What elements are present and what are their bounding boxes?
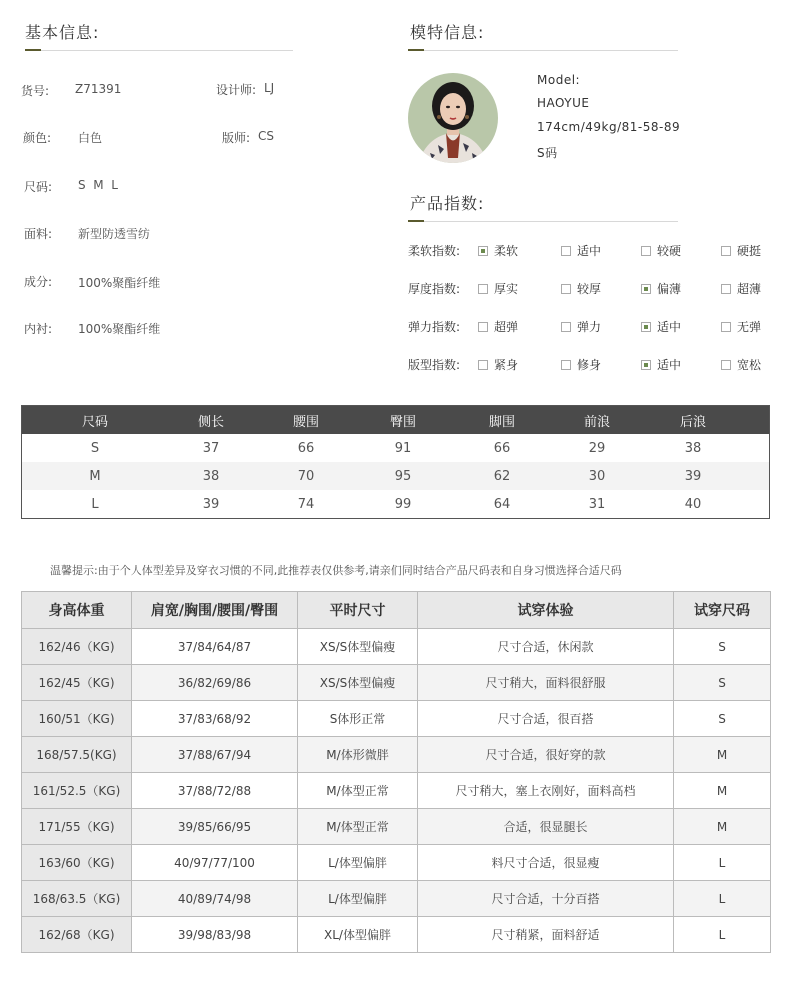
try-on-cell: 37/83/68/92 xyxy=(132,701,298,737)
model-measurements: 174cm/49kg/81-58-89 xyxy=(537,120,681,134)
index-option-label: 适中 xyxy=(577,244,602,258)
index-option[interactable] xyxy=(561,242,601,259)
size-header-cell: 腰围 xyxy=(292,414,319,430)
size-cell: 66 xyxy=(493,440,511,456)
try-on-cell: M xyxy=(674,737,771,773)
try-on-cell: L xyxy=(674,917,771,953)
try-on-cell: 162/46（KG) xyxy=(22,629,132,665)
size-cell: 38 xyxy=(202,468,220,484)
try-on-cell: 尺寸稍紧，面料舒适 xyxy=(418,917,674,953)
index-option-label: 厚实 xyxy=(494,282,519,296)
composition-value: 100%聚酯纤维 xyxy=(78,276,161,290)
size-cell: 39 xyxy=(684,468,702,484)
try-on-cell: 162/68（KG) xyxy=(22,917,132,953)
index-option[interactable] xyxy=(641,318,681,335)
unchecked-checkbox-icon[interactable] xyxy=(561,246,571,256)
index-option-label: 超薄 xyxy=(737,282,762,296)
index-option-label: 弹力 xyxy=(577,320,602,334)
pattern-maker-value: CS xyxy=(258,129,274,143)
try-on-header-cell: 试穿尺码 xyxy=(674,592,771,629)
size-cell: 40 xyxy=(684,496,702,512)
size-header-cell: 臀围 xyxy=(389,414,416,430)
table-row xyxy=(22,845,771,881)
index-option[interactable] xyxy=(641,280,681,297)
index-option[interactable] xyxy=(561,318,601,335)
index-option[interactable] xyxy=(721,242,761,259)
try-on-cell: 40/97/77/100 xyxy=(132,845,298,881)
table-row xyxy=(22,881,771,917)
try-on-cell: 尺寸稍大，塞上衣刚好，面料高档 xyxy=(418,773,674,809)
size-cell: 70 xyxy=(297,468,315,484)
index-label: 柔软指数: xyxy=(408,244,461,258)
try-on-cell: M xyxy=(674,773,771,809)
lining-value: 100%聚酯纤维 xyxy=(78,322,161,336)
size-cell: S xyxy=(90,440,100,456)
size-header-cell: 前浪 xyxy=(583,414,610,430)
product-index-divider xyxy=(408,221,678,222)
size-header-cell: 侧长 xyxy=(197,414,224,430)
unchecked-checkbox-icon[interactable] xyxy=(721,246,731,256)
try-on-cell: 160/51（KG) xyxy=(22,701,132,737)
size-cell: 95 xyxy=(394,468,412,484)
checked-checkbox-icon[interactable] xyxy=(641,284,651,294)
try-on-cell: 尺寸合适，很百搭 xyxy=(418,701,674,737)
try-on-cell: 162/45（KG) xyxy=(22,665,132,701)
index-option[interactable] xyxy=(641,242,681,259)
try-on-cell: 尺寸合适，休闲款 xyxy=(418,629,674,665)
model-info-title: 模特信息: xyxy=(410,23,485,42)
product-index-title: 产品指数: xyxy=(410,194,485,213)
lining-label: 内衬: xyxy=(24,322,53,336)
index-option[interactable] xyxy=(478,280,518,297)
try-on-cell: M/体型正常 xyxy=(298,809,418,845)
model-size: S码 xyxy=(537,146,558,160)
index-option-label: 柔软 xyxy=(494,244,519,258)
index-option-label: 较厚 xyxy=(577,282,602,296)
unchecked-checkbox-icon[interactable] xyxy=(561,322,571,332)
try-on-cell: 40/89/74/98 xyxy=(132,881,298,917)
size-cell: 66 xyxy=(297,440,315,456)
try-on-header-cell: 肩宽/胸围/腰围/臀围 xyxy=(132,592,298,629)
try-on-cell: 37/84/64/87 xyxy=(132,629,298,665)
size-cell: 39 xyxy=(202,496,220,512)
unchecked-checkbox-icon[interactable] xyxy=(721,360,731,370)
index-option-label: 超弹 xyxy=(494,320,519,334)
index-option-label: 紧身 xyxy=(494,358,519,372)
index-label: 厚度指数: xyxy=(408,282,461,296)
try-on-cell: 料尺寸合适，很显瘦 xyxy=(418,845,674,881)
index-label: 版型指数: xyxy=(408,358,461,372)
try-on-cell: S xyxy=(674,629,771,665)
try-on-cell: 161/52.5（KG) xyxy=(22,773,132,809)
size-header-cell: 后浪 xyxy=(679,414,706,430)
unchecked-checkbox-icon[interactable] xyxy=(721,322,731,332)
checked-checkbox-icon[interactable] xyxy=(641,360,651,370)
designer-label: 设计师: xyxy=(216,83,257,97)
unchecked-checkbox-icon[interactable] xyxy=(561,284,571,294)
size-table-header xyxy=(22,406,769,434)
color-value: 白色 xyxy=(78,131,103,145)
pattern-maker-label: 版师: xyxy=(222,131,251,145)
size-cell: M xyxy=(89,468,101,484)
try-on-cell: S xyxy=(674,701,771,737)
index-option-label: 宽松 xyxy=(737,358,762,372)
table-row xyxy=(22,737,771,773)
table-row xyxy=(22,629,771,665)
unchecked-checkbox-icon[interactable] xyxy=(641,246,651,256)
try-on-cell: XS/S体型偏瘦 xyxy=(298,665,418,701)
size-cell: 38 xyxy=(684,440,702,456)
try-on-cell: M xyxy=(674,809,771,845)
try-on-cell: M/体型正常 xyxy=(298,773,418,809)
item-number-value: Z71391 xyxy=(75,82,122,96)
try-on-cell: L/体型偏胖 xyxy=(298,845,418,881)
try-on-cell: 37/88/72/88 xyxy=(132,773,298,809)
try-on-table xyxy=(21,591,771,953)
index-option[interactable] xyxy=(478,242,518,259)
try-on-cell: 合适，很显腿长 xyxy=(418,809,674,845)
index-option-label: 适中 xyxy=(657,358,682,372)
try-on-cell: L xyxy=(674,881,771,917)
unchecked-checkbox-icon[interactable] xyxy=(561,360,571,370)
try-on-cell: 尺寸合适，十分百搭 xyxy=(418,881,674,917)
index-option[interactable] xyxy=(561,280,601,297)
try-on-cell: 168/63.5（KG) xyxy=(22,881,132,917)
checked-checkbox-icon[interactable] xyxy=(478,246,488,256)
table-row xyxy=(22,917,771,953)
size-cell: 99 xyxy=(394,496,412,512)
index-option[interactable] xyxy=(641,356,681,373)
size-value: S M L xyxy=(78,178,118,192)
size-cell: 31 xyxy=(588,496,606,512)
try-on-cell: 36/82/69/86 xyxy=(132,665,298,701)
try-on-cell: S xyxy=(674,665,771,701)
fabric-label: 面料: xyxy=(24,227,53,241)
index-option[interactable] xyxy=(721,356,761,373)
designer-value: LJ xyxy=(264,81,275,95)
index-option-label: 较硬 xyxy=(657,244,682,258)
table-row xyxy=(22,434,769,462)
try-on-cell: 171/55（KG) xyxy=(22,809,132,845)
size-table xyxy=(21,405,770,519)
model-label: Model: xyxy=(537,73,581,87)
unchecked-checkbox-icon[interactable] xyxy=(478,322,488,332)
table-row xyxy=(22,665,771,701)
size-header-cell: 尺码 xyxy=(81,414,108,430)
table-row xyxy=(22,462,769,490)
try-on-header-cell: 平时尺寸 xyxy=(298,592,418,629)
size-label: 尺码: xyxy=(24,180,53,194)
size-cell: 37 xyxy=(202,440,220,456)
try-on-cell: L/体型偏胖 xyxy=(298,881,418,917)
model-name: HAOYUE xyxy=(537,96,590,110)
size-cell: 30 xyxy=(588,468,606,484)
try-on-cell: S体形正常 xyxy=(298,701,418,737)
size-cell: 62 xyxy=(493,468,511,484)
basic-info-title: 基本信息: xyxy=(25,23,100,42)
sizing-tip: 温馨提示:由于个人体型差异及穿衣习惯的不同,此推荐表仅供参考,请亲们同时结合产品尺码表和自身习惯选择合适尺码 xyxy=(50,564,622,577)
size-header-cell: 脚围 xyxy=(488,414,515,430)
composition-label: 成分: xyxy=(24,275,53,289)
try-on-header-cell: 身高体重 xyxy=(22,592,132,629)
try-on-cell: XL/体型偏胖 xyxy=(298,917,418,953)
checked-checkbox-icon[interactable] xyxy=(641,322,651,332)
try-on-cell: M/体形微胖 xyxy=(298,737,418,773)
table-row xyxy=(22,773,771,809)
item-number-label: 货号: xyxy=(21,84,50,98)
index-option[interactable] xyxy=(561,356,601,373)
index-label: 弹力指数: xyxy=(408,320,461,334)
try-on-table-header xyxy=(22,592,771,629)
try-on-cell: 尺寸稍大，面料很舒服 xyxy=(418,665,674,701)
index-option-label: 偏薄 xyxy=(657,282,682,296)
try-on-cell: XS/S体型偏瘦 xyxy=(298,629,418,665)
try-on-cell: L xyxy=(674,845,771,881)
try-on-cell: 163/60（KG) xyxy=(22,845,132,881)
index-option-label: 硬挺 xyxy=(737,244,762,258)
table-row xyxy=(22,809,771,845)
index-option[interactable] xyxy=(478,356,518,373)
table-row xyxy=(22,701,771,737)
index-option[interactable] xyxy=(478,318,518,335)
unchecked-checkbox-icon[interactable] xyxy=(478,284,488,294)
model-photo xyxy=(408,73,498,163)
fabric-value: 新型防透雪纺 xyxy=(78,227,151,241)
try-on-cell: 37/88/67/94 xyxy=(132,737,298,773)
color-label: 颜色: xyxy=(23,131,52,145)
table-row xyxy=(22,490,769,518)
index-option-label: 修身 xyxy=(577,358,602,372)
try-on-cell: 39/85/66/95 xyxy=(132,809,298,845)
index-option[interactable] xyxy=(721,318,761,335)
size-cell: L xyxy=(91,496,99,512)
size-cell: 64 xyxy=(493,496,511,512)
unchecked-checkbox-icon[interactable] xyxy=(721,284,731,294)
try-on-cell: 39/98/83/98 xyxy=(132,917,298,953)
index-option-label: 适中 xyxy=(657,320,682,334)
size-cell: 29 xyxy=(588,440,606,456)
basic-info-divider xyxy=(25,50,293,51)
model-info-divider xyxy=(408,50,678,51)
index-option-label: 无弹 xyxy=(737,320,762,334)
size-cell: 74 xyxy=(297,496,315,512)
try-on-cell: 168/57.5(KG) xyxy=(22,737,132,773)
unchecked-checkbox-icon[interactable] xyxy=(478,360,488,370)
size-cell: 91 xyxy=(394,440,412,456)
index-option[interactable] xyxy=(721,280,761,297)
try-on-cell: 尺寸合适，很好穿的款 xyxy=(418,737,674,773)
try-on-header-cell: 试穿体验 xyxy=(418,592,674,629)
